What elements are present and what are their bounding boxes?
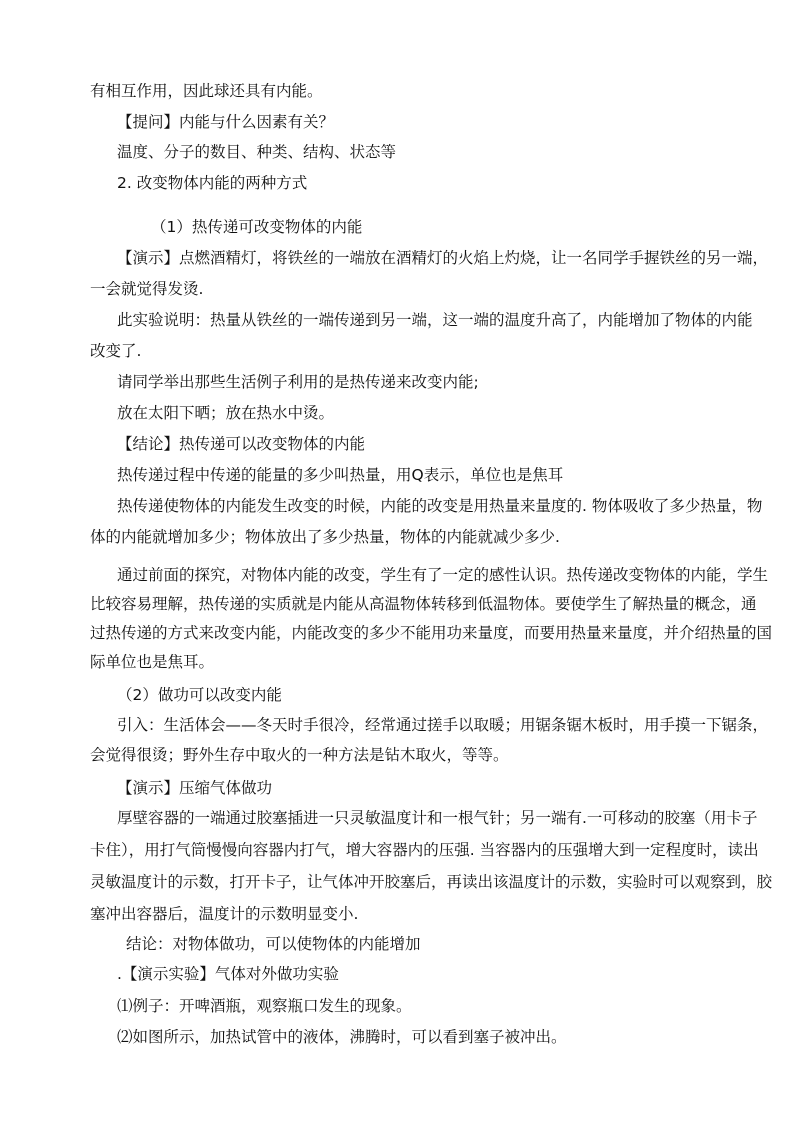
text-line: 一会就觉得发烫. <box>90 280 204 298</box>
demo-line: 【演示】压缩气体做功 <box>117 779 273 797</box>
demo-line: 【演示】点燃酒精灯，将铁丝的一端放在酒精灯的火焰上灼烧，让一名同学手握铁丝的另一端， <box>117 249 769 267</box>
subsection-heading: （2）做功可以改变内能 <box>117 686 282 704</box>
text-line: 引入：生活体会——冬天时手很冷，经常通过搓手以取暖；用锯条锯木板时，用手摸一下锯条， <box>117 716 769 734</box>
text-line: 过热传递的方式来改变内能，内能改变的多少不能用功来量度，而要用热量来量度，并介绍热量的国 <box>90 624 773 642</box>
text-line: 塞冲出容器后，温度计的示数明显变小. <box>90 905 359 923</box>
subsection-heading: （1）热传递可改变物体的内能 <box>151 218 363 236</box>
section-heading: 2. 改变物体内能的两种方式 <box>117 174 308 192</box>
text-line: 体的内能就增加多少；物体放出了多少热量，物体的内能就减少多少. <box>90 528 560 546</box>
text-line: 改变了. <box>90 342 142 360</box>
text-line: 灵敏温度计的示数，打开卡子，让气体冲开胶塞后，再读出该温度计的示数，实验时可以观察到，胶 <box>90 873 773 891</box>
text-line: 热传递使物体的内能发生改变的时候，内能的改变是用热量来量度的. 物体吸收了多少热量，物 <box>117 497 763 515</box>
text-line: 热传递过程中传递的能量的多少叫热量，用Q表示，单位也是焦耳 <box>117 466 564 484</box>
list-item: ⑴例子：开啤酒瓶，观察瓶口发生的现象。 <box>117 997 412 1015</box>
list-item: ⑵如图所示，加热试管中的液体，沸腾时，可以看到塞子被冲出。 <box>117 1028 567 1046</box>
text-line: 请同学举出那些生活例子利用的是热传递来改变内能; <box>117 373 479 391</box>
text-line: 会觉得很烫；野外生存中取火的一种方法是钻木取火，等等。 <box>90 746 509 764</box>
question-line: 【提问】内能与什么因素有关？ <box>117 113 335 131</box>
text-line: 放在太阳下晒；放在热水中烫。 <box>117 404 335 422</box>
conclusion-line: 结论：对物体做功，可以使物体的内能增加 <box>126 935 421 953</box>
text-line: 温度、分子的数目、种类、结构、状态等 <box>117 143 397 161</box>
text-line: 际单位也是焦耳。 <box>90 653 215 671</box>
text-line: 此实验说明：热量从铁丝的一端传递到另一端，这一端的温度升高了，内能增加了物体的内能 <box>117 311 753 329</box>
demo-experiment-line: .【演示实验】气体对外做功实验 <box>117 965 339 983</box>
text-line: 有相互作用，因此球还具有内能。 <box>90 82 323 100</box>
text-line: 通过前面的探究，对物体内能的改变，学生有了一定的感性认识。热传递改变物体的内能，学生 <box>117 566 769 584</box>
text-line: 比较容易理解，热传递的实质就是内能从高温物体转移到低温物体。要使学生了解热量的概念，通 <box>90 595 757 613</box>
text-line: 厚壁容器的一端通过胶塞插进一只灵敏温度计和一根气针；另一端有.一可移动的胶塞（用卡子 <box>117 809 758 827</box>
text-line: 卡住），用打气筒慢慢向容器内打气，增大容器内的压强. 当容器内的压强增大到一定程度时，读出 <box>90 841 759 859</box>
conclusion-line: 【结论】热传递可以改变物体的内能 <box>117 435 366 453</box>
